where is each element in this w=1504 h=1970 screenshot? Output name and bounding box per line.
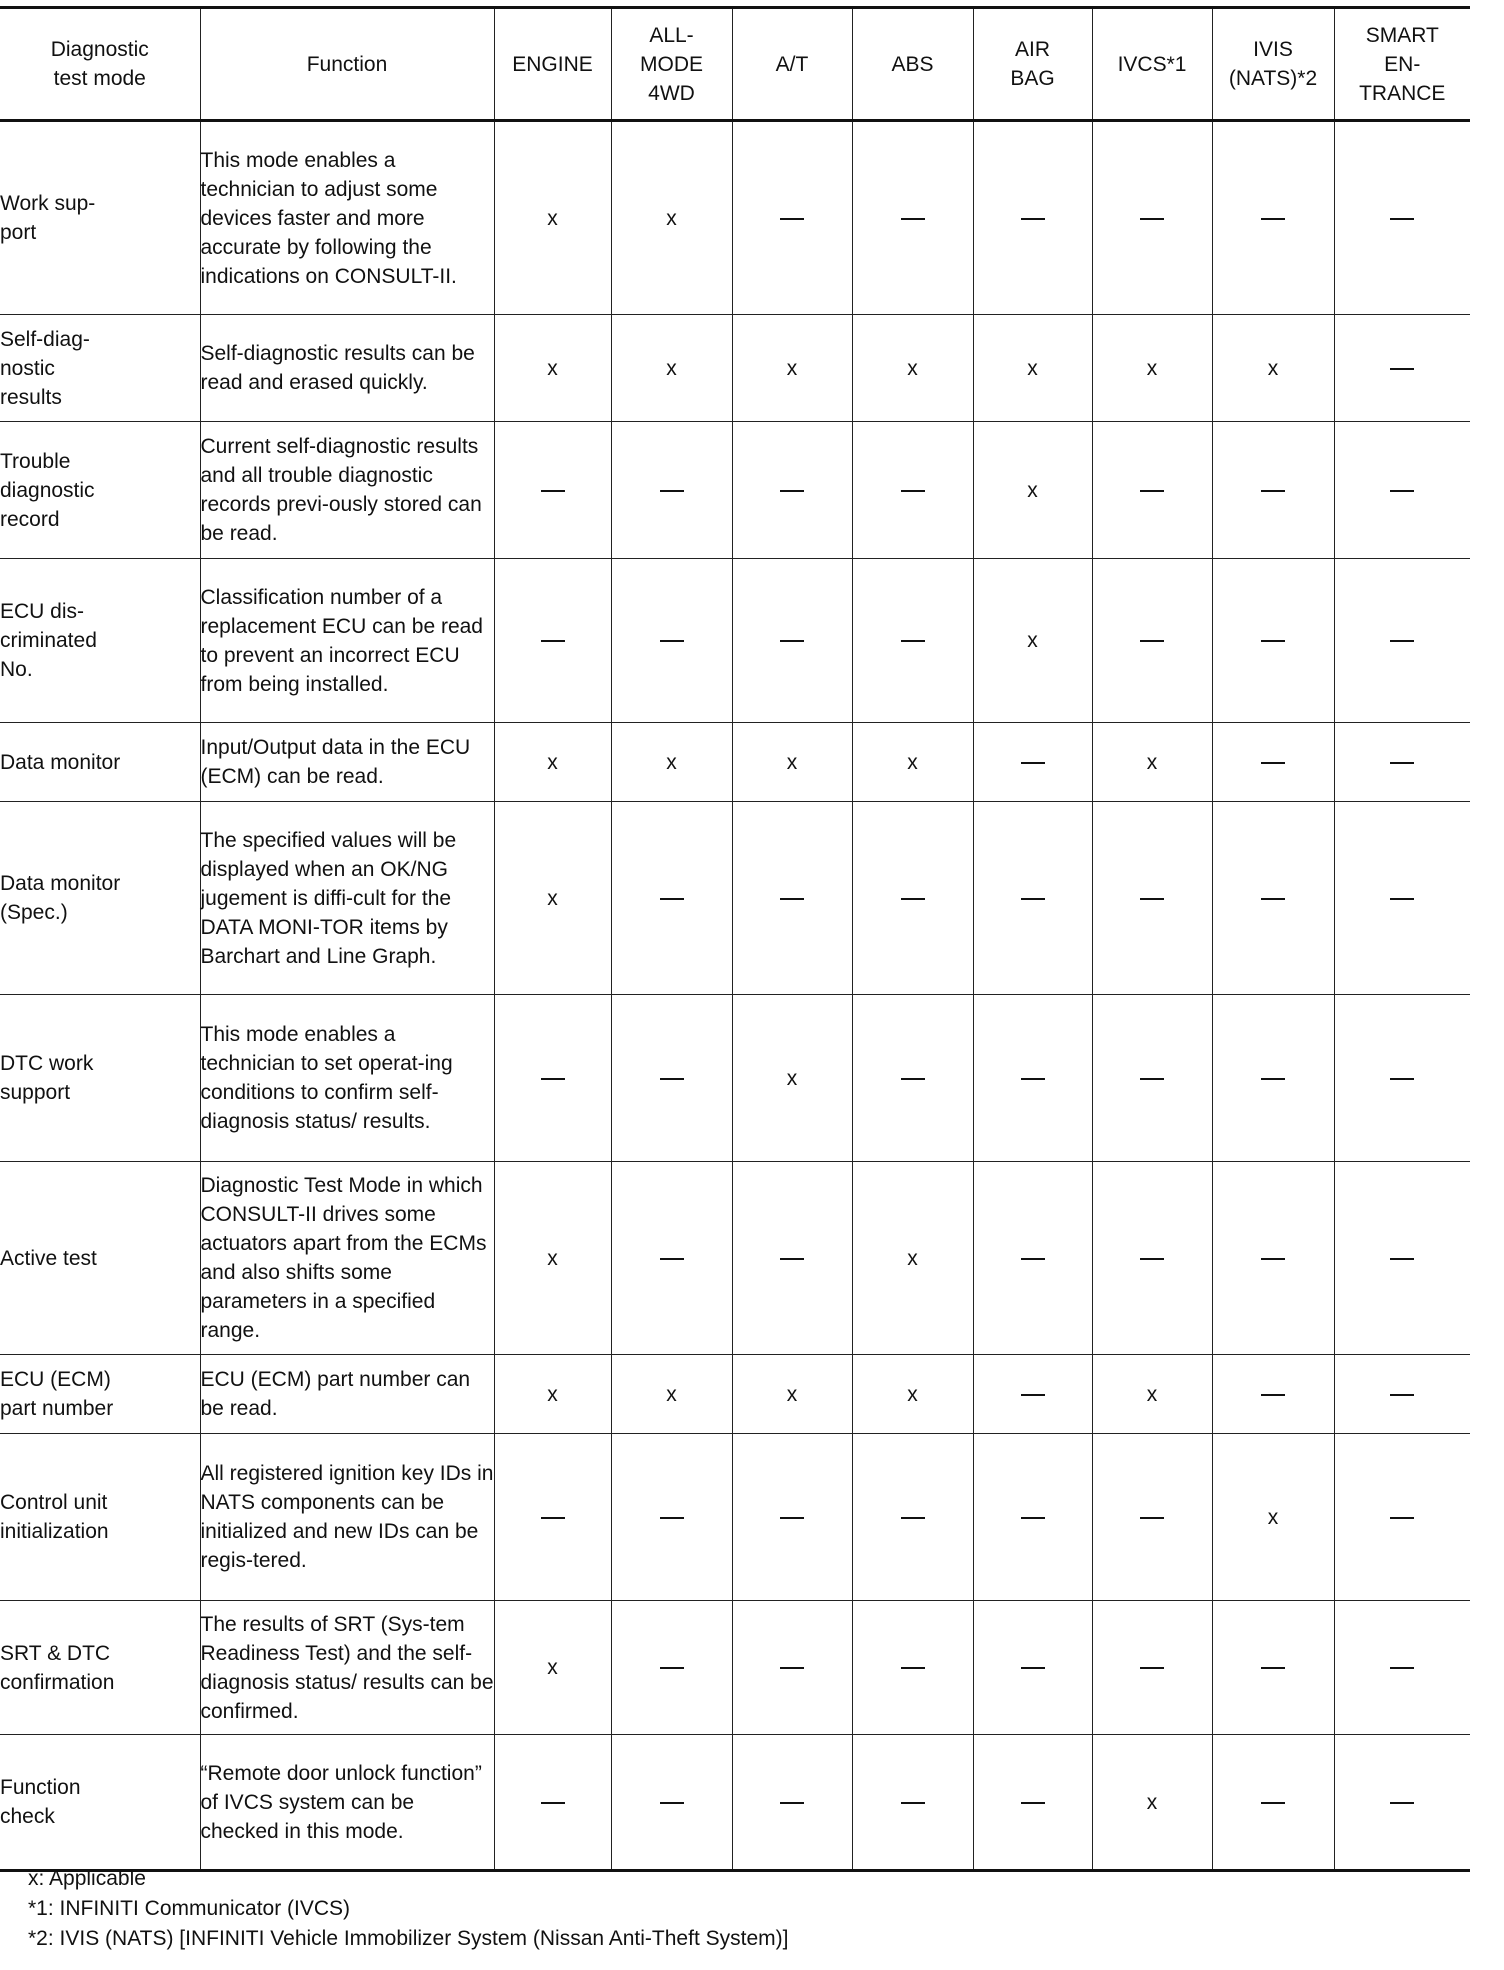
mark-cell-engine xyxy=(494,1162,611,1355)
table-row xyxy=(0,995,1470,1162)
mode-cell xyxy=(0,802,200,995)
not-applicable-dash xyxy=(1390,898,1414,900)
mark-cell-air-bag xyxy=(973,121,1092,315)
mark-cell-at xyxy=(732,1162,852,1355)
diagnostic-mode-table xyxy=(0,6,1470,1872)
mark-cell-abs xyxy=(852,1601,973,1735)
function-cell: Self-diagnostic results can be read and erased quickly. xyxy=(200,315,494,422)
mark-cell-air-bag xyxy=(973,315,1092,422)
mode-cell xyxy=(0,1601,200,1735)
not-applicable-dash xyxy=(1261,1667,1285,1669)
not-applicable-dash xyxy=(541,490,565,492)
mark-cell-engine xyxy=(494,1355,611,1434)
mode-text: SRT & DTC confirmation xyxy=(0,1641,115,1694)
mark-cell-engine xyxy=(494,559,611,723)
applicable-mark: x xyxy=(1146,1790,1158,1814)
not-applicable-dash xyxy=(780,1517,804,1519)
mark-cell-air-bag xyxy=(973,1735,1092,1871)
function-cell: Classification number of a replacement ECU can be read to prevent an incorrect ECU from being installed. xyxy=(200,559,494,723)
mark-cell-ivcs xyxy=(1092,1162,1212,1355)
table-row xyxy=(0,1162,1470,1355)
not-applicable-dash xyxy=(541,1078,565,1080)
not-applicable-dash xyxy=(780,898,804,900)
not-applicable-dash xyxy=(780,218,804,220)
not-applicable-dash xyxy=(1261,640,1285,642)
not-applicable-dash xyxy=(1390,1258,1414,1260)
not-applicable-dash xyxy=(1390,368,1414,370)
mark-cell-all-mode-4wd xyxy=(611,1601,732,1735)
mark-cell-air-bag xyxy=(973,1162,1092,1355)
mark-cell-air-bag xyxy=(973,995,1092,1162)
mark-cell-all-mode-4wd xyxy=(611,559,732,723)
mode-text: Trouble diagnostic record xyxy=(0,449,95,531)
mark-cell-all-mode-4wd xyxy=(611,1735,732,1871)
table-notes xyxy=(28,1864,788,1954)
header-smart-text: SMART EN-TRANCE xyxy=(1359,23,1446,105)
mark-cell-ivcs xyxy=(1092,315,1212,422)
not-applicable-dash xyxy=(1021,1667,1045,1669)
mark-cell-all-mode-4wd xyxy=(611,121,732,315)
mark-cell-abs xyxy=(852,1735,973,1871)
not-applicable-dash xyxy=(780,640,804,642)
mark-cell-at xyxy=(732,315,852,422)
mark-cell-abs xyxy=(852,1162,973,1355)
not-applicable-dash xyxy=(901,1078,925,1080)
mode-cell xyxy=(0,121,200,315)
note-applicable: x: Applicable xyxy=(28,1867,146,1890)
not-applicable-dash xyxy=(1021,762,1045,764)
function-cell: Diagnostic Test Mode in which CONSULT-II drives some actuators apart from the ECMs and also shifts some parameters in a specified range. xyxy=(200,1162,494,1355)
mark-cell-smart-entrance xyxy=(1334,121,1470,315)
mark-cell-ivcs xyxy=(1092,723,1212,802)
applicable-mark: x xyxy=(547,356,558,380)
applicable-mark: x xyxy=(547,750,558,774)
mode-text: Control unit initialization xyxy=(0,1491,109,1543)
header-ivcs-text: IVCS*1 xyxy=(1117,52,1187,76)
applicable-mark: x xyxy=(907,750,918,774)
header-mode-text: Diagnostic test mode xyxy=(50,38,149,90)
not-applicable-dash xyxy=(541,640,565,642)
header-ivis-text: IVIS (NATS)*2 xyxy=(1228,38,1318,90)
mode-text: Function check xyxy=(0,1776,81,1828)
not-applicable-dash xyxy=(660,1802,684,1804)
not-applicable-dash xyxy=(1140,640,1164,642)
mode-cell xyxy=(0,1162,200,1355)
header-engine-text: ENGINE xyxy=(512,52,593,76)
mark-cell-all-mode-4wd xyxy=(611,315,732,422)
not-applicable-dash xyxy=(780,490,804,492)
not-applicable-dash xyxy=(541,1517,565,1519)
applicable-mark: x xyxy=(907,1382,918,1406)
not-applicable-dash xyxy=(660,1258,684,1260)
not-applicable-dash xyxy=(780,1667,804,1669)
mark-cell-ivis-nats xyxy=(1212,723,1334,802)
mark-cell-ivcs xyxy=(1092,422,1212,559)
mode-text: ECU (ECM) part number xyxy=(0,1368,114,1420)
table-row xyxy=(0,1355,1470,1434)
header-smart-entrance xyxy=(1334,8,1470,121)
mark-cell-air-bag xyxy=(973,1355,1092,1434)
not-applicable-dash xyxy=(1390,640,1414,642)
mode-cell xyxy=(0,1434,200,1601)
not-applicable-dash xyxy=(1261,490,1285,492)
mark-cell-abs xyxy=(852,315,973,422)
mark-cell-smart-entrance xyxy=(1334,559,1470,723)
applicable-mark: x xyxy=(907,356,918,380)
mark-cell-smart-entrance xyxy=(1334,1434,1470,1601)
not-applicable-dash xyxy=(1140,1517,1164,1519)
function-cell: The results of SRT (Sys-tem Readiness Test) and the self-diagnosis status/ results can be confirmed. xyxy=(200,1601,494,1735)
applicable-mark: x xyxy=(547,886,558,910)
mark-cell-all-mode-4wd xyxy=(611,1434,732,1601)
applicable-mark: x xyxy=(666,1382,677,1406)
not-applicable-dash xyxy=(660,898,684,900)
not-applicable-dash xyxy=(1261,1078,1285,1080)
not-applicable-dash xyxy=(901,640,925,642)
not-applicable-dash xyxy=(901,1667,925,1669)
table-row xyxy=(0,315,1470,422)
mark-cell-air-bag xyxy=(973,422,1092,559)
not-applicable-dash xyxy=(660,490,684,492)
mark-cell-at xyxy=(732,1601,852,1735)
mark-cell-abs xyxy=(852,1355,973,1434)
applicable-mark: x xyxy=(1146,750,1158,774)
mark-cell-abs xyxy=(852,802,973,995)
mark-cell-smart-entrance xyxy=(1334,315,1470,422)
applicable-mark: x xyxy=(786,356,798,380)
mark-cell-abs xyxy=(852,422,973,559)
not-applicable-dash xyxy=(1140,1078,1164,1080)
header-function: Function xyxy=(200,8,494,121)
mode-text: Data monitor xyxy=(0,750,121,774)
mark-cell-ivis-nats xyxy=(1212,1434,1334,1601)
not-applicable-dash xyxy=(1390,762,1414,764)
function-cell: The specified values will be displayed when an OK/NG jugement is diffi-cult for the DATA MONI-TOR items by Barchart and Line Graph. xyxy=(200,802,494,995)
applicable-mark: x xyxy=(1146,1382,1158,1406)
not-applicable-dash xyxy=(1390,1802,1414,1804)
not-applicable-dash xyxy=(1021,1258,1045,1260)
mark-cell-all-mode-4wd xyxy=(611,1162,732,1355)
mode-cell xyxy=(0,995,200,1162)
mark-cell-ivis-nats xyxy=(1212,121,1334,315)
applicable-mark: x xyxy=(1146,356,1158,380)
header-air-bag-text: AIR BAG xyxy=(1010,38,1055,90)
mark-cell-at xyxy=(732,723,852,802)
table-row xyxy=(0,1601,1470,1735)
applicable-mark: x xyxy=(1267,1505,1279,1529)
mark-cell-all-mode-4wd xyxy=(611,995,732,1162)
mark-cell-at xyxy=(732,559,852,723)
mode-cell xyxy=(0,1735,200,1871)
not-applicable-dash xyxy=(1390,1667,1414,1669)
mark-cell-at xyxy=(732,995,852,1162)
mode-cell xyxy=(0,559,200,723)
mark-cell-at xyxy=(732,1735,852,1871)
table-header-row xyxy=(0,8,1470,121)
not-applicable-dash xyxy=(1021,1078,1045,1080)
mode-text: DTC work support xyxy=(0,1052,94,1104)
function-cell: ECU (ECM) part number can be read. xyxy=(200,1355,494,1434)
mark-cell-engine xyxy=(494,422,611,559)
applicable-mark: x xyxy=(1267,356,1279,380)
mode-text: Self-diag-nostic results xyxy=(0,327,90,409)
table-body xyxy=(0,121,1470,1871)
header-engine xyxy=(494,8,611,121)
applicable-mark: x xyxy=(547,1656,558,1679)
note-2: *2: IVIS (NATS) [INFINITI Vehicle Immobilizer System (Nissan Anti-Theft System)] xyxy=(28,1927,789,1950)
not-applicable-dash xyxy=(1261,1394,1285,1396)
not-applicable-dash xyxy=(660,1667,684,1669)
table-row xyxy=(0,802,1470,995)
function-cell: This mode enables a technician to adjust some devices faster and more accurate by following the indications on CONSULT-II. xyxy=(200,121,494,315)
mark-cell-ivis-nats xyxy=(1212,1601,1334,1735)
mark-cell-abs xyxy=(852,1434,973,1601)
not-applicable-dash xyxy=(1390,1394,1414,1396)
mode-text: Work sup-port xyxy=(0,192,96,244)
not-applicable-dash xyxy=(1261,1802,1285,1804)
not-applicable-dash xyxy=(1140,1258,1164,1260)
mark-cell-engine xyxy=(494,121,611,315)
mode-text: Data monitor (Spec.) xyxy=(0,872,121,924)
mark-cell-ivis-nats xyxy=(1212,995,1334,1162)
mark-cell-ivcs xyxy=(1092,995,1212,1162)
not-applicable-dash xyxy=(1261,218,1285,220)
not-applicable-dash xyxy=(1261,762,1285,764)
mark-cell-ivis-nats xyxy=(1212,559,1334,723)
mode-text: ECU dis-criminated No. xyxy=(0,600,97,681)
mark-cell-at xyxy=(732,422,852,559)
mark-cell-at xyxy=(732,121,852,315)
mark-cell-at xyxy=(732,802,852,995)
mode-cell xyxy=(0,1355,200,1434)
applicable-mark: x xyxy=(786,1066,798,1090)
not-applicable-dash xyxy=(901,490,925,492)
table-row xyxy=(0,723,1470,802)
mode-cell xyxy=(0,422,200,559)
mode-cell xyxy=(0,315,200,422)
header-abs xyxy=(852,8,973,121)
mark-cell-air-bag xyxy=(973,723,1092,802)
not-applicable-dash xyxy=(901,1517,925,1519)
applicable-mark: x xyxy=(666,206,677,230)
applicable-mark: x xyxy=(1027,629,1038,652)
header-at-text: A/T xyxy=(775,52,809,76)
table-row xyxy=(0,559,1470,723)
header-at xyxy=(732,8,852,121)
applicable-mark: x xyxy=(907,1246,918,1270)
mode-cell xyxy=(0,723,200,802)
header-diagnostic-test-mode xyxy=(0,8,200,121)
mark-cell-engine xyxy=(494,315,611,422)
mark-cell-smart-entrance xyxy=(1334,995,1470,1162)
mark-cell-ivis-nats xyxy=(1212,1735,1334,1871)
applicable-mark: x xyxy=(1027,356,1038,380)
mark-cell-all-mode-4wd xyxy=(611,723,732,802)
not-applicable-dash xyxy=(1021,1394,1045,1396)
header-abs-text: ABS xyxy=(891,52,934,76)
not-applicable-dash xyxy=(901,1802,925,1804)
not-applicable-dash xyxy=(901,218,925,220)
diagnostic-table-container xyxy=(0,6,1470,1872)
applicable-mark: x xyxy=(547,206,558,230)
mark-cell-at xyxy=(732,1434,852,1601)
applicable-mark: x xyxy=(786,750,798,774)
mark-cell-air-bag xyxy=(973,559,1092,723)
not-applicable-dash xyxy=(1390,1517,1414,1519)
applicable-mark: x xyxy=(1027,478,1038,502)
mark-cell-all-mode-4wd xyxy=(611,422,732,559)
mark-cell-ivcs xyxy=(1092,1434,1212,1601)
not-applicable-dash xyxy=(780,1802,804,1804)
not-applicable-dash xyxy=(1021,218,1045,220)
mark-cell-ivcs xyxy=(1092,802,1212,995)
mark-cell-smart-entrance xyxy=(1334,422,1470,559)
mark-cell-ivcs xyxy=(1092,1735,1212,1871)
header-all-mode-4wd xyxy=(611,8,732,121)
mark-cell-engine xyxy=(494,802,611,995)
function-cell: Current self-diagnostic results and all trouble diagnostic records previ-ously stored can be read. xyxy=(200,422,494,559)
not-applicable-dash xyxy=(1021,1802,1045,1804)
mark-cell-smart-entrance xyxy=(1334,1162,1470,1355)
not-applicable-dash xyxy=(1390,218,1414,220)
mark-cell-smart-entrance xyxy=(1334,1601,1470,1735)
mark-cell-ivis-nats xyxy=(1212,1162,1334,1355)
mark-cell-ivis-nats xyxy=(1212,802,1334,995)
mark-cell-engine xyxy=(494,1434,611,1601)
applicable-mark: x xyxy=(666,750,677,774)
mark-cell-smart-entrance xyxy=(1334,1735,1470,1871)
function-cell: All registered ignition key IDs in NATS components can be initialized and new IDs can be regis-tered. xyxy=(200,1434,494,1601)
mark-cell-all-mode-4wd xyxy=(611,1355,732,1434)
applicable-mark: x xyxy=(547,1382,558,1406)
not-applicable-dash xyxy=(901,898,925,900)
mark-cell-air-bag xyxy=(973,802,1092,995)
not-applicable-dash xyxy=(660,1078,684,1080)
mark-cell-smart-entrance xyxy=(1334,802,1470,995)
not-applicable-dash xyxy=(1140,490,1164,492)
mark-cell-ivis-nats xyxy=(1212,315,1334,422)
mark-cell-ivcs xyxy=(1092,1601,1212,1735)
table-row xyxy=(0,422,1470,559)
mark-cell-ivis-nats xyxy=(1212,422,1334,559)
mark-cell-engine xyxy=(494,1601,611,1735)
not-applicable-dash xyxy=(660,1517,684,1519)
mark-cell-engine xyxy=(494,1735,611,1871)
not-applicable-dash xyxy=(541,1802,565,1804)
mark-cell-abs xyxy=(852,121,973,315)
not-applicable-dash xyxy=(1261,1258,1285,1260)
function-cell: “Remote door unlock function” of IVCS system can be checked in this mode. xyxy=(200,1735,494,1871)
header-ivcs xyxy=(1092,8,1212,121)
header-4wd-text: ALL-MODE 4WD xyxy=(640,23,703,105)
mark-cell-engine xyxy=(494,995,611,1162)
not-applicable-dash xyxy=(1021,898,1045,900)
not-applicable-dash xyxy=(1390,490,1414,492)
function-cell: Input/Output data in the ECU (ECM) can be read. xyxy=(200,723,494,802)
header-ivis-nats xyxy=(1212,8,1334,121)
applicable-mark: x xyxy=(666,356,677,380)
mark-cell-abs xyxy=(852,723,973,802)
not-applicable-dash xyxy=(660,640,684,642)
mark-cell-abs xyxy=(852,995,973,1162)
mark-cell-ivcs xyxy=(1092,121,1212,315)
not-applicable-dash xyxy=(1140,218,1164,220)
header-air-bag xyxy=(973,8,1092,121)
table-row xyxy=(0,1434,1470,1601)
not-applicable-dash xyxy=(1021,1517,1045,1519)
mark-cell-engine xyxy=(494,723,611,802)
mark-cell-all-mode-4wd xyxy=(611,802,732,995)
note-1: *1: INFINITI Communicator (IVCS) xyxy=(28,1897,351,1920)
mark-cell-air-bag xyxy=(973,1434,1092,1601)
applicable-mark: x xyxy=(786,1382,798,1406)
mark-cell-abs xyxy=(852,559,973,723)
mode-text: Active test xyxy=(0,1246,97,1270)
not-applicable-dash xyxy=(1140,898,1164,900)
not-applicable-dash xyxy=(1140,1667,1164,1669)
mark-cell-at xyxy=(732,1355,852,1434)
not-applicable-dash xyxy=(1390,1078,1414,1080)
mark-cell-ivcs xyxy=(1092,559,1212,723)
table-row xyxy=(0,1735,1470,1871)
mark-cell-smart-entrance xyxy=(1334,1355,1470,1434)
mark-cell-ivcs xyxy=(1092,1355,1212,1434)
mark-cell-ivis-nats xyxy=(1212,1355,1334,1434)
mark-cell-smart-entrance xyxy=(1334,723,1470,802)
not-applicable-dash xyxy=(1261,898,1285,900)
applicable-mark: x xyxy=(547,1246,558,1270)
table-row xyxy=(0,121,1470,315)
function-cell: This mode enables a technician to set operat-ing conditions to confirm self-diagnosis status/ results. xyxy=(200,995,494,1162)
not-applicable-dash xyxy=(780,1258,804,1260)
mark-cell-air-bag xyxy=(973,1601,1092,1735)
